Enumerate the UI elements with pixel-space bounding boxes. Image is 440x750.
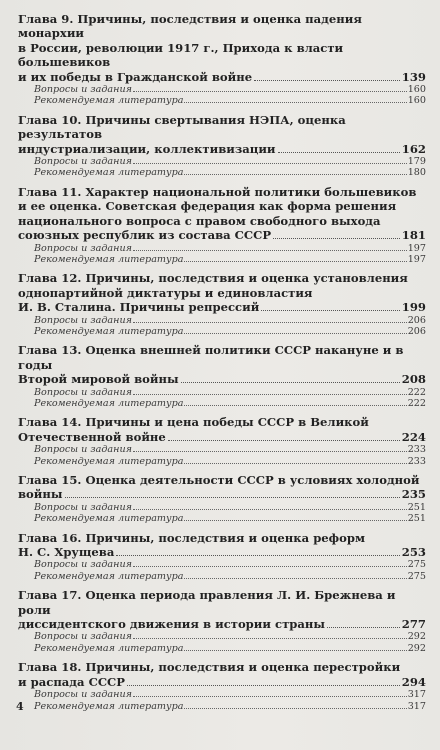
chapter-title-text: Глава 13. Оценка внешней политики СССР накануне и в годы: [18, 343, 404, 372]
chapter-title-text: Второй мировой войны: [18, 372, 179, 387]
dot-leader: [133, 250, 407, 251]
dot-leader: [184, 520, 406, 521]
literature-page-number: 180: [407, 167, 426, 179]
literature-label: Рекомендуемая литература: [34, 700, 184, 712]
chapter-page-number: 277: [401, 617, 426, 632]
chapter-title-line: [18, 41, 426, 70]
questions-page-number: 251: [407, 501, 426, 513]
chapter-title-line: [18, 372, 426, 386]
chapter-title-line: [18, 142, 426, 156]
chapter-title[interactable]: [18, 185, 426, 243]
dot-leader: [254, 80, 400, 81]
chapter-page-number: 162: [401, 141, 426, 156]
literature-entry[interactable]: [18, 701, 426, 712]
literature-label: Рекомендуемая литература: [34, 455, 184, 467]
chapter-title-text: Глава 10. Причины свертывания НЭПА, оценка результатов: [18, 112, 346, 142]
literature-page-number: 317: [407, 700, 426, 712]
dot-leader: [184, 333, 406, 334]
literature-page-number: 233: [407, 455, 426, 467]
toc-entry[interactable]: [18, 343, 426, 409]
literature-page-number: 197: [407, 253, 426, 265]
chapter-title[interactable]: [18, 343, 426, 386]
toc-entry[interactable]: [18, 660, 426, 712]
chapter-title-line: [18, 430, 426, 444]
chapter-title-text: Глава 14. Причины и цена победы СССР в Великой: [18, 415, 369, 430]
questions-label: Вопросы и задания: [34, 501, 132, 513]
questions-page-number: 275: [407, 559, 426, 571]
literature-entry[interactable]: [18, 513, 426, 524]
chapter-title-line: [18, 300, 426, 314]
dot-leader: [184, 261, 406, 262]
toc-entry[interactable]: [18, 185, 426, 265]
chapter-title[interactable]: [18, 12, 426, 84]
dot-leader: [168, 440, 400, 441]
chapter-title-line: [18, 70, 426, 84]
dot-leader: [184, 102, 406, 103]
literature-label: Рекомендуемая литература: [34, 325, 184, 337]
questions-entry[interactable]: [18, 444, 426, 455]
chapter-title-text: союзных республик из состава СССР: [18, 228, 272, 243]
dot-leader: [133, 696, 407, 697]
questions-label: Вопросы и задания: [34, 156, 132, 168]
chapter-title-line: [18, 617, 426, 631]
literature-entry[interactable]: [18, 398, 426, 409]
chapter-page-number: 253: [401, 545, 426, 560]
chapter-title[interactable]: [18, 415, 426, 444]
dot-leader: [327, 627, 400, 628]
questions-entry[interactable]: [18, 631, 426, 642]
chapter-page-number: 199: [401, 300, 426, 315]
toc-entry[interactable]: [18, 473, 426, 525]
literature-label: Рекомендуемая литература: [34, 513, 184, 525]
questions-page-number: 317: [407, 689, 426, 701]
questions-label: Вопросы и задания: [34, 444, 132, 456]
literature-entry[interactable]: [18, 254, 426, 265]
dot-leader: [184, 708, 406, 709]
questions-entry[interactable]: [18, 502, 426, 513]
literature-page-number: 275: [407, 570, 426, 582]
questions-entry[interactable]: [18, 156, 426, 167]
toc-entry[interactable]: [18, 415, 426, 467]
chapter-title-text: индустриализации, коллективизации: [18, 141, 276, 156]
questions-entry[interactable]: [18, 387, 426, 398]
chapter-title-line: [18, 12, 426, 41]
chapter-title-text: диссидентского движения в истории страны: [18, 617, 325, 632]
dot-leader: [133, 322, 407, 323]
questions-page-number: 197: [407, 242, 426, 254]
chapter-page-number: 294: [401, 674, 426, 689]
literature-label: Рекомендуемая литература: [34, 397, 184, 409]
chapter-title-text: и ее оценка. Советская федерация как форма решения: [18, 199, 397, 214]
chapter-title-line: [18, 271, 426, 285]
chapter-title-text: Глава 17. Оценка периода правления Л. И. Брежнева и роли: [18, 588, 396, 617]
literature-entry[interactable]: [18, 167, 426, 178]
literature-entry[interactable]: [18, 456, 426, 467]
questions-entry[interactable]: [18, 243, 426, 254]
dot-leader: [133, 509, 407, 510]
table-of-contents: [18, 12, 426, 712]
dot-leader: [184, 650, 406, 651]
dot-leader: [273, 238, 400, 239]
dot-leader: [184, 463, 406, 464]
literature-label: Рекомендуемая литература: [34, 95, 184, 107]
questions-page-number: 292: [407, 631, 426, 643]
chapter-title[interactable]: [18, 473, 426, 502]
chapter-title-text: Глава 15. Оценка деятельности СССР в условиях холодной: [18, 473, 420, 487]
chapter-title-text: однопартийной диктатуры и единовластия: [18, 285, 313, 300]
dot-leader: [133, 91, 407, 92]
dot-leader: [133, 638, 407, 639]
chapter-title[interactable]: [18, 660, 426, 689]
dot-leader: [127, 685, 400, 686]
dot-leader: [181, 382, 400, 383]
literature-page-number: 160: [407, 95, 426, 107]
chapter-title[interactable]: [18, 588, 426, 631]
chapter-page-number: 224: [401, 429, 426, 444]
dot-leader: [184, 578, 406, 579]
literature-page-number: 292: [407, 642, 426, 654]
questions-page-number: 222: [407, 386, 426, 398]
dot-leader: [116, 555, 399, 556]
chapter-page-number: 235: [401, 487, 426, 502]
chapter-page-number: 181: [401, 228, 426, 243]
chapter-title-text: Глава 11. Характер национальной политики большевиков: [18, 184, 417, 199]
chapter-title-text: Глава 16. Причины, последствия и оценка реформ: [18, 530, 366, 545]
literature-page-number: 206: [407, 325, 426, 337]
chapter-title-text: Отечественной войне: [18, 429, 166, 444]
chapter-title-text: Глава 18. Причины, последствия и оценка перестройки: [18, 660, 401, 675]
chapter-page-number: 208: [401, 372, 426, 387]
literature-page-number: 251: [407, 513, 426, 525]
questions-label: Вопросы и задания: [34, 314, 132, 326]
chapter-title-line: [18, 675, 426, 689]
literature-page-number: 222: [407, 397, 426, 409]
questions-entry[interactable]: [18, 315, 426, 326]
chapter-title-line: [18, 214, 426, 228]
toc-entry[interactable]: [18, 271, 426, 337]
literature-label: Рекомендуемая литература: [34, 642, 184, 654]
chapter-title-line: [18, 343, 426, 372]
chapter-title-line: [18, 415, 426, 429]
dot-leader: [184, 405, 406, 406]
chapter-title-line: [18, 660, 426, 674]
dot-leader: [65, 497, 400, 498]
chapter-title-text: войны: [18, 487, 63, 502]
page-number: 4: [16, 700, 24, 713]
toc-entry[interactable]: [18, 588, 426, 654]
chapter-title[interactable]: [18, 531, 426, 560]
questions-entry[interactable]: [18, 559, 426, 570]
chapter-title-text: Н. С. Хрущева: [18, 545, 115, 560]
questions-entry[interactable]: [18, 689, 426, 700]
dot-leader: [133, 394, 407, 395]
toc-entry[interactable]: [18, 113, 426, 179]
literature-entry[interactable]: [18, 643, 426, 654]
questions-label: Вопросы и задания: [34, 386, 132, 398]
chapter-title-text: И. В. Сталина. Причины репрессий: [18, 300, 260, 315]
literature-entry[interactable]: [18, 95, 426, 106]
chapter-title-text: и распада СССР: [18, 674, 125, 689]
chapter-title-text: в России, революции 1917 г., Прихода к власти большевиков: [18, 40, 344, 70]
chapter-title-line: [18, 286, 426, 300]
toc-entry[interactable]: [18, 531, 426, 583]
questions-entry[interactable]: [18, 84, 426, 95]
questions-label: Вопросы и задания: [34, 689, 132, 701]
dot-leader: [184, 174, 406, 175]
chapter-page-number: 139: [401, 69, 426, 84]
questions-label: Вопросы и задания: [34, 631, 132, 643]
chapter-title-text: Глава 9. Причины, последствия и оценка падения монархии: [18, 12, 362, 41]
questions-label: Вопросы и задания: [34, 84, 132, 96]
chapter-title-line: [18, 185, 426, 199]
chapter-title-text: и их победы в Гражданской войне: [18, 69, 253, 84]
chapter-title-line: [18, 473, 426, 487]
chapter-title-text: национального вопроса с правом свободного выхода: [18, 213, 381, 228]
dot-leader: [133, 451, 407, 452]
chapter-title-line: [18, 531, 426, 545]
chapter-title-text: Глава 12. Причины, последствия и оценка установления: [18, 271, 408, 286]
questions-page-number: 160: [407, 84, 426, 96]
chapter-title-line: [18, 487, 426, 501]
questions-page-number: 179: [407, 156, 426, 168]
chapter-title-line: [18, 588, 426, 617]
chapter-title-line: [18, 228, 426, 242]
literature-label: Рекомендуемая литература: [34, 167, 184, 179]
questions-label: Вопросы и задания: [34, 559, 132, 571]
questions-page-number: 233: [407, 444, 426, 456]
chapter-title[interactable]: [18, 271, 426, 314]
literature-label: Рекомендуемая литература: [34, 253, 184, 265]
chapter-title[interactable]: [18, 113, 426, 156]
questions-page-number: 206: [407, 314, 426, 326]
chapter-title-line: [18, 545, 426, 559]
dot-leader: [278, 152, 400, 153]
chapter-title-line: [18, 113, 426, 142]
toc-entry[interactable]: [18, 12, 426, 107]
literature-entry[interactable]: [18, 571, 426, 582]
chapter-title-line: [18, 199, 426, 213]
literature-label: Рекомендуемая литература: [34, 570, 184, 582]
dot-leader: [133, 163, 407, 164]
literature-entry[interactable]: [18, 326, 426, 337]
dot-leader: [133, 566, 407, 567]
questions-label: Вопросы и задания: [34, 242, 132, 254]
dot-leader: [261, 310, 399, 311]
